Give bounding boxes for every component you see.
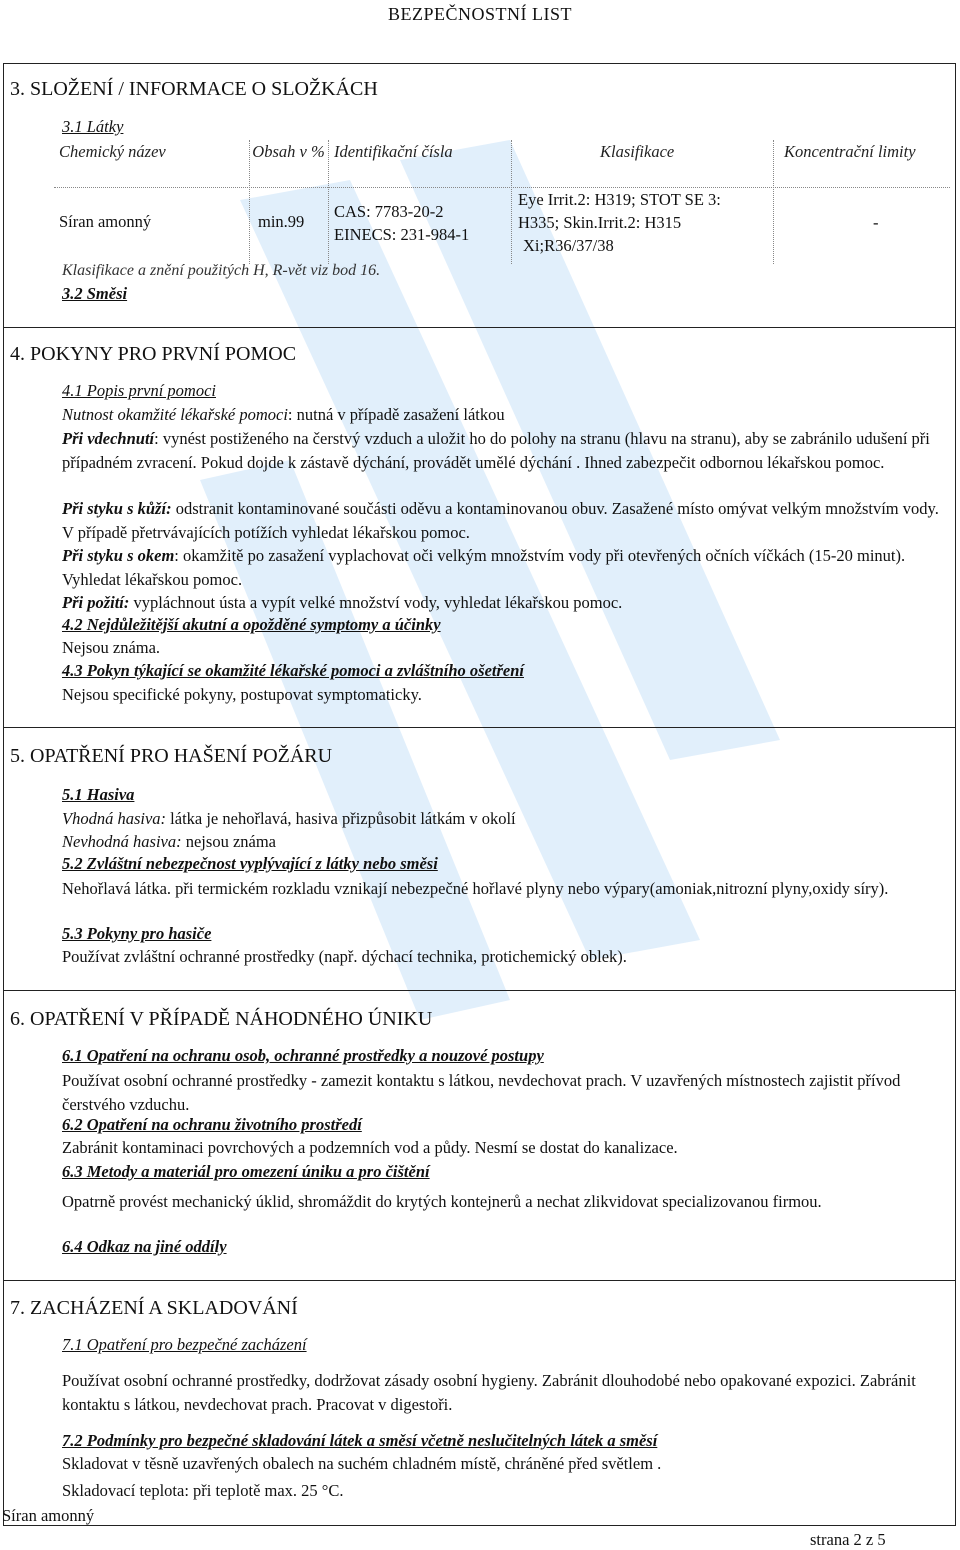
section-5-3-text: Používat zvláštní ochranné prostředky (např. dýchací technika, protichemický oblek). xyxy=(62,947,627,966)
col-concentration-limits: Koncentrační limity xyxy=(784,142,916,161)
cas-number: CAS: 7783-20-2 xyxy=(334,202,444,221)
col-classification: Klasifikace xyxy=(600,142,675,161)
section-6-3-text: Opatrně provést mechanický úklid, shromáždit do krytých kontejnerů a nechat zlikvidovat specializovanou firmou. xyxy=(62,1192,822,1211)
footer-page-number: strana 2 z 5 xyxy=(810,1530,886,1549)
classification-line-1: Eye Irrit.2: H319; STOT SE 3: xyxy=(518,190,721,209)
section-5-2-heading: 5.2 Zvláštní nebezpečnost vyplývající z látky nebo směsi xyxy=(62,854,438,873)
section-4-3-heading: 4.3 Pokyn týkající se okamžité lékařské pomoci a zvláštního ošetření xyxy=(62,661,524,680)
section-5-title: 5. OPATŘENÍ PRO HAŠENÍ POŽÁRU xyxy=(10,745,333,767)
section-6-2-heading: 6.2 Opatření na ochranu životního prostředí xyxy=(62,1115,362,1134)
section-7-1-heading: 7.1 Opatření pro bezpečné zacházení xyxy=(62,1335,307,1354)
substance-name: Síran amonný xyxy=(59,212,152,231)
section-7-1-text: Používat osobní ochranné prostředky, dodržovat zásady osobní hygieny. Zabránit dlouhodobé nebo opakované expozici. Zabránit kontaktu s látkou, nevdechovat prach. Pracovat v digestoři. xyxy=(62,1371,916,1414)
section-5-1-heading: 5.1 Hasiva xyxy=(62,785,135,804)
section-6-1-heading: 6.1 Opatření na ochranu osob, ochranné prostředky a nouzové postupy xyxy=(62,1046,544,1065)
first-aid-urgency: Nutnost okamžité lékařské pomoci: nutná v případě zasažení látkou xyxy=(62,405,505,424)
section-6-2-text: Zabránit kontaminaci povrchových a podzemních vod a půdy. Nesmí se dostat do kanalizace. xyxy=(62,1138,678,1157)
footer-product-name: Síran amonný xyxy=(2,1506,95,1525)
table-col-sep xyxy=(511,140,512,264)
section-6-title: 6. OPATŘENÍ V PŘÍPADĚ NÁHODNÉHO ÚNIKU xyxy=(10,1008,433,1030)
section-divider xyxy=(3,727,956,728)
substance-content: min.99 xyxy=(258,212,305,231)
document-header-title: BEZPEČNOSTNÍ LIST xyxy=(388,4,572,24)
first-aid-eye: Při styku s okem: okamžitě po zasažení vyplachovat oči velkým množstvím vody při otevřených očních víčkách (15-20 minut). Vyhledat lékařskou pomoc. xyxy=(62,546,906,589)
storage-temperature: Skladovací teplota: při teplotě max. 25 °C. xyxy=(62,1481,344,1500)
section-6-1-text: Používat osobní ochranné prostředky - zamezit kontaktu s látkou, nevdechovat prach. V uzavřených místnostech zajistit přívod čerstvého vzduchu. xyxy=(62,1071,901,1114)
einecs-number: EINECS: 231-984-1 xyxy=(334,225,470,244)
section-6-3-heading: 6.3 Metody a materiál pro omezení úniku a pro čištění xyxy=(62,1162,430,1181)
classification-note: Klasifikace a znění použitých H, R-vět viz bod 16. xyxy=(62,262,381,279)
first-aid-skin: Při styku s kůží: odstranit kontaminované součásti oděvu a kontaminovanou obuv. Zasažené místo omývat velkým množstvím vody. V případě přetrvávajících potížích vyhledat lékařskou pomoc. xyxy=(62,499,939,542)
table-col-sep xyxy=(773,140,774,264)
section-divider xyxy=(3,327,956,328)
col-chemical-name: Chemický název xyxy=(59,142,166,161)
section-4-2-heading: 4.2 Nejdůležitější akutní a opožděné symptomy a účinky xyxy=(62,615,441,634)
classification-line-2: H335; Skin.Irrit.2: H315 xyxy=(518,213,682,232)
table-divider xyxy=(54,187,950,188)
section-5-2-text: Nehořlavá látka. při termickém rozkladu vznikají nebezpečné hořlavé plyny nebo výpary(amoniak,nitrozní plyny,oxidy síry). xyxy=(62,879,889,898)
section-4-1-heading: 4.1 Popis první pomoci xyxy=(62,381,216,400)
first-aid-ingestion: Při požití: vypláchnout ústa a vypít velké množství vody, vyhledat lékařskou pomoc. xyxy=(62,593,623,612)
section-3-2-heading: 3.2 Směsi xyxy=(62,284,128,303)
section-7-2-heading: 7.2 Podmínky pro bezpečné skladování látek a směsí včetně neslučitelných látek a směsí xyxy=(62,1431,658,1450)
section-7-2-text: Skladovat v těsně uzavřených obalech na suchém chladném místě, chráněné před světlem . xyxy=(62,1454,662,1473)
section-4-title: 4. POKYNY PRO PRVNÍ POMOC xyxy=(10,343,297,365)
section-4-2-text: Nejsou známa. xyxy=(62,638,161,657)
col-identification: Identifikační čísla xyxy=(334,142,453,161)
section-4-3-text: Nejsou specifické pokyny, postupovat symptomaticky. xyxy=(62,685,422,704)
concentration-limit: - xyxy=(873,213,879,232)
col-content: Obsah v % xyxy=(252,142,325,161)
section-5-3-heading: 5.3 Pokyny pro hasiče xyxy=(62,924,212,943)
table-col-sep xyxy=(328,140,329,264)
classification-line-3: Xi;R36/37/38 xyxy=(523,236,614,255)
table-col-sep xyxy=(249,140,250,264)
unsuitable-extinguishers: Nevhodná hasiva: nejsou známa xyxy=(62,832,276,851)
section-divider xyxy=(3,1280,956,1281)
section-3-title: 3. SLOŽENÍ / INFORMACE O SLOŽKÁCH xyxy=(10,78,378,100)
section-divider xyxy=(3,990,956,991)
section-6-4-heading: 6.4 Odkaz na jiné oddíly xyxy=(62,1237,227,1256)
suitable-extinguishers: Vhodná hasiva: látka je nehořlavá, hasiva přizpůsobit látkám v okolí xyxy=(62,809,516,828)
first-aid-inhalation: Při vdechnutí: vynést postiženého na čerstvý vzduch a uložit ho do polohy na stranu (hlavu na stranu), aby se zabránilo udušení při případném zvracení. Pokud dojde k zástavě dýchání, provádět umělé dýchání . Ihned zabezpečit odbornou lékařskou pomoc. xyxy=(62,429,930,472)
section-7-title: 7. ZACHÁZENÍ A SKLADOVÁNÍ xyxy=(10,1297,298,1319)
section-3-1-heading: 3.1 Látky xyxy=(62,117,124,136)
